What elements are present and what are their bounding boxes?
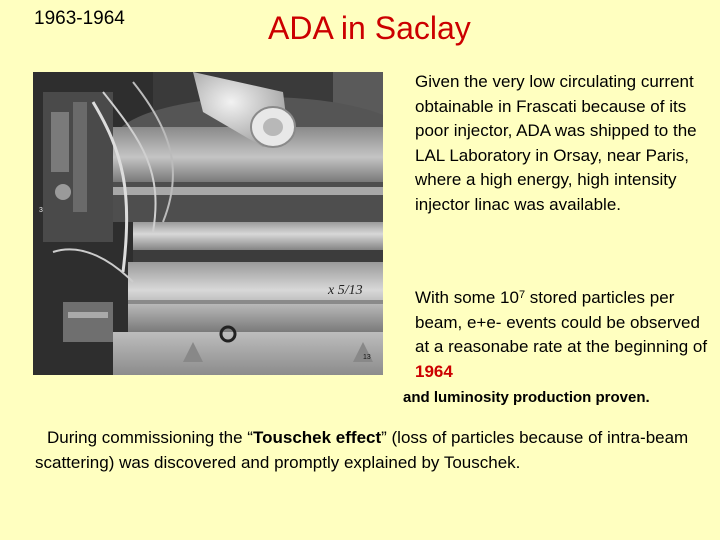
- ada-apparatus-image: [33, 72, 383, 375]
- paragraph2-before: With some 10: [415, 288, 519, 307]
- ada-photo: [33, 72, 383, 375]
- paragraph-stored-particles: [415, 286, 715, 384]
- luminosity-line: and luminosity production proven.: [403, 389, 650, 406]
- touschek-effect: Touschek effect: [252, 428, 382, 447]
- year-highlight: 1964: [415, 361, 453, 381]
- paragraph-shipping: Given the very low circulating current obtainable in Frascati because of its poor injector, ADA was shipped to the LAL Laboratory in Orsay, near Paris, where a high energy, high intensity injector linac was available.: [415, 72, 697, 214]
- photo-label-3: 3: [39, 207, 43, 214]
- date-range: 1963-1964: [34, 8, 125, 29]
- photo-label-x: x 5/13: [328, 283, 363, 298]
- page-title: ADA in Saclay: [268, 10, 471, 46]
- bottom-text-before: During commissioning the “: [47, 428, 253, 447]
- bottom-text-after: ” (loss of particles because of intra-beam scattering) was discovered and promptly explained by Touschek.: [35, 428, 689, 472]
- touschek-paragraph: [35, 426, 705, 475]
- exponent: 7: [518, 289, 526, 301]
- paragraph2-after: stored particles per beam, e+e- events could be observed at a reasonabe rate at the beginning of: [415, 288, 708, 357]
- photo-label-13: 13: [363, 354, 371, 361]
